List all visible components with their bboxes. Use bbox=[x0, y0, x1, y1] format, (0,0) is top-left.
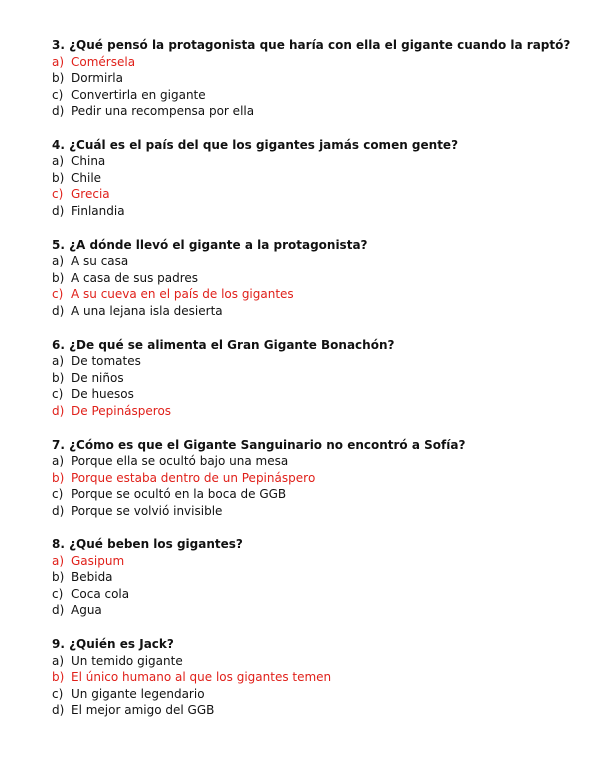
option-letter: d) bbox=[52, 603, 65, 618]
option-text: Gasipum bbox=[71, 553, 125, 568]
answer-option-correct bbox=[52, 54, 600, 71]
answer-option bbox=[52, 153, 600, 170]
option-letter: c) bbox=[52, 187, 64, 202]
option-text: A su casa bbox=[71, 254, 129, 269]
option-letter: b) bbox=[52, 370, 65, 385]
option-letter: c) bbox=[52, 487, 64, 502]
option-text: Convertirla en gigante bbox=[71, 87, 206, 102]
option-text: Comérsela bbox=[71, 54, 136, 69]
option-text: Dormirla bbox=[71, 71, 123, 85]
option-text: Finlandia bbox=[71, 203, 125, 218]
option-text: Porque se volvió invisible bbox=[71, 503, 223, 518]
option-text: Un temido gigante bbox=[71, 653, 183, 668]
question-block bbox=[52, 137, 600, 220]
option-letter: c) bbox=[52, 586, 64, 601]
option-letter: d) bbox=[52, 403, 65, 418]
answer-option bbox=[52, 653, 600, 670]
answer-option bbox=[52, 353, 600, 370]
answer-option-correct bbox=[52, 470, 600, 487]
option-letter: a) bbox=[52, 553, 65, 568]
answer-option bbox=[52, 203, 600, 220]
answer-option bbox=[52, 702, 600, 719]
option-text: De huesos bbox=[71, 387, 134, 402]
question-block bbox=[52, 37, 600, 120]
question-title: 8. ¿Qué beben los gigantes? bbox=[52, 537, 243, 552]
option-letter: c) bbox=[52, 387, 64, 402]
question-title: 4. ¿Cuál es el país del que los gigantes jamás comen gente? bbox=[52, 137, 459, 152]
question-title: 3. ¿Qué pensó la protagonista que haría con ella el gigante cuando la raptó? bbox=[52, 38, 571, 52]
option-letter: b) bbox=[52, 270, 65, 285]
option-text: Agua bbox=[71, 603, 102, 618]
answer-option bbox=[52, 503, 600, 520]
option-letter: d) bbox=[52, 503, 65, 518]
answer-option-correct bbox=[52, 403, 600, 420]
option-letter: b) bbox=[52, 470, 65, 485]
answer-option bbox=[52, 253, 600, 270]
answer-option bbox=[52, 569, 600, 586]
option-letter: a) bbox=[52, 54, 65, 69]
option-letter: b) bbox=[52, 670, 65, 685]
option-letter: b) bbox=[52, 570, 65, 585]
question-block bbox=[52, 636, 600, 719]
answer-option-correct bbox=[52, 669, 600, 686]
option-text: De Pepinásperos bbox=[71, 403, 172, 418]
option-text: Pedir una recompensa por ella bbox=[71, 104, 255, 118]
answer-option bbox=[52, 370, 600, 387]
question-title: 5. ¿A dónde llevó el gigante a la protagonista? bbox=[52, 237, 368, 252]
option-letter: d) bbox=[52, 104, 65, 118]
option-letter: a) bbox=[52, 354, 65, 369]
answer-option bbox=[52, 602, 600, 619]
answer-option bbox=[52, 586, 600, 603]
question-block bbox=[52, 536, 600, 619]
option-letter: b) bbox=[52, 170, 65, 185]
option-text: Chile bbox=[71, 170, 102, 185]
question-title: 9. ¿Quién es Jack? bbox=[52, 637, 174, 652]
option-text: Porque ella se ocultó bajo una mesa bbox=[71, 454, 289, 469]
question-block bbox=[52, 437, 600, 520]
question-block bbox=[52, 337, 600, 420]
option-text: Un gigante legendario bbox=[71, 686, 205, 701]
option-letter: b) bbox=[52, 71, 65, 85]
option-letter: c) bbox=[52, 287, 64, 302]
option-letter: a) bbox=[52, 154, 65, 169]
option-text: Grecia bbox=[71, 187, 110, 202]
option-text: De niños bbox=[71, 370, 124, 385]
answer-option-correct bbox=[52, 553, 600, 570]
option-letter: a) bbox=[52, 254, 65, 269]
answer-option bbox=[52, 70, 600, 87]
answer-option bbox=[52, 453, 600, 470]
option-text: El mejor amigo del GGB bbox=[71, 703, 215, 718]
option-text: A su cueva en el país de los gigantes bbox=[71, 287, 294, 302]
option-text: Porque se ocultó en la boca de GGB bbox=[71, 487, 287, 502]
option-text: De tomates bbox=[71, 354, 141, 369]
option-text: El único humano al que los gigantes temen bbox=[71, 670, 332, 685]
option-text: Coca cola bbox=[71, 586, 130, 601]
answer-option bbox=[52, 87, 600, 104]
question-title: 6. ¿De qué se alimenta el Gran Gigante Bonachón? bbox=[52, 337, 395, 352]
option-letter: d) bbox=[52, 703, 65, 718]
option-text: Bebida bbox=[71, 570, 113, 585]
option-letter: a) bbox=[52, 653, 65, 668]
question-block bbox=[52, 237, 600, 320]
option-letter: c) bbox=[52, 87, 64, 102]
option-text: A una lejana isla desierta bbox=[71, 303, 223, 318]
question-title: 7. ¿Cómo es que el Gigante Sanguinario no encontró a Sofía? bbox=[52, 437, 466, 452]
answer-option bbox=[52, 103, 600, 120]
answer-option bbox=[52, 486, 600, 503]
question-list bbox=[52, 37, 600, 719]
answer-option bbox=[52, 303, 600, 320]
option-text: A casa de sus padres bbox=[71, 270, 199, 285]
option-text: China bbox=[71, 154, 106, 169]
answer-option bbox=[52, 386, 600, 403]
option-text: Porque estaba dentro de un Pepinásperо bbox=[71, 470, 316, 485]
option-letter: d) bbox=[52, 303, 65, 318]
option-letter: a) bbox=[52, 454, 65, 469]
answer-option bbox=[52, 686, 600, 703]
option-letter: d) bbox=[52, 203, 65, 218]
answer-option bbox=[52, 270, 600, 287]
answer-option bbox=[52, 170, 600, 187]
answer-option-correct bbox=[52, 286, 600, 303]
option-letter: c) bbox=[52, 686, 64, 701]
answer-option-correct bbox=[52, 186, 600, 203]
